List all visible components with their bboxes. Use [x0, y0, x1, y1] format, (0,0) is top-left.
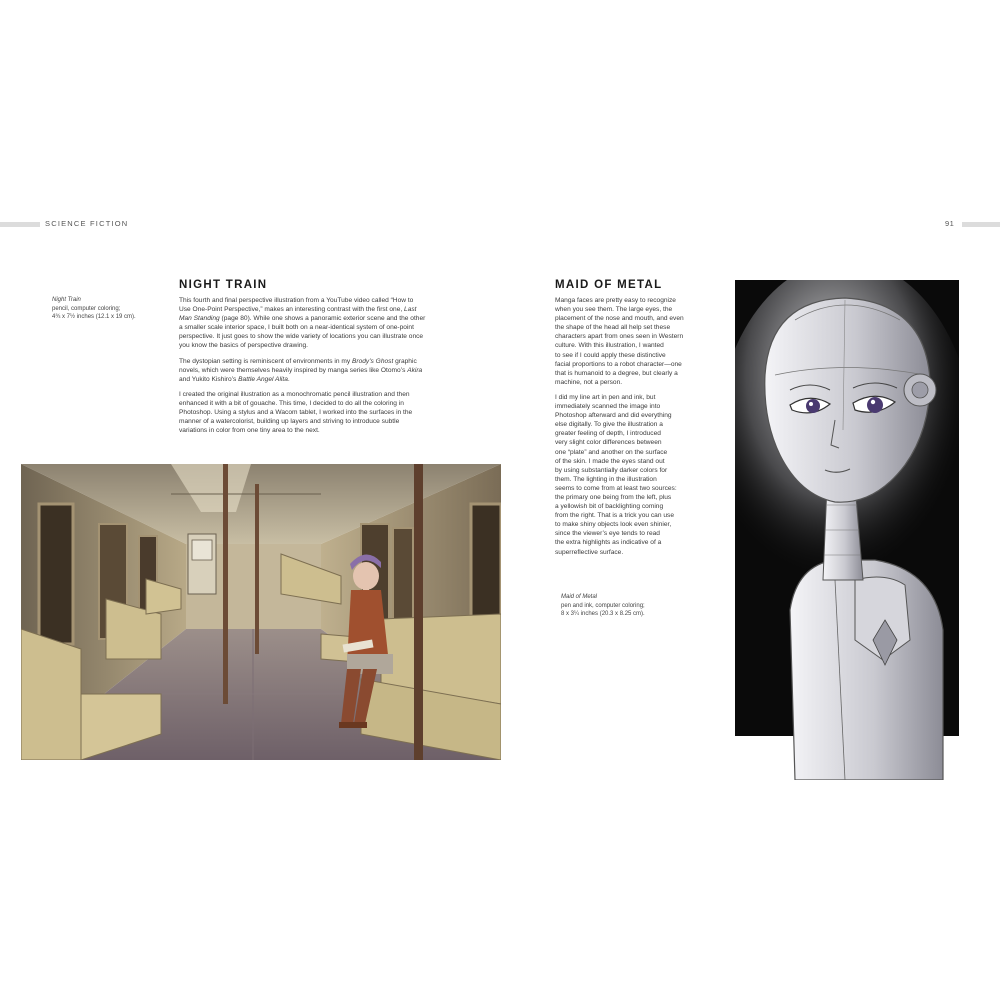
caption-size: 4¾ x 7½ inches (12.1 x 19 cm). [52, 314, 136, 320]
text-line: characters apart from ones seen in Western [555, 333, 684, 341]
text-line: I created the original illustration as a monochromatic pencil illustration and then [179, 390, 410, 398]
text-line: since the viewer’s eye tends to read [555, 530, 660, 538]
caption-medium: pen and ink, computer coloring; [561, 602, 645, 609]
text-line [179, 305, 484, 314]
maid-of-metal-illustration [735, 280, 959, 780]
text-line: Manga faces are pretty easy to recognize [555, 297, 676, 304]
text-run: graphic [393, 357, 417, 365]
text-line: manner of a watercolorist, building up layers and striving to introduce subtle [179, 418, 400, 426]
text-line: to make shiny objects look even shinier, [555, 521, 672, 529]
night-train-paragraph-2 [179, 357, 484, 384]
text-line: machine, not a person. [555, 378, 623, 386]
maid-of-metal-title: MAID OF METAL [555, 279, 663, 291]
maid-of-metal-paragraph-2 [555, 393, 720, 557]
night-train-body [179, 296, 484, 441]
text-line: culture. With this illustration, I wanted [555, 342, 664, 350]
text-run: novels, which were themselves heavily inspired by manga series like Otomo’s [179, 366, 408, 374]
text-line [179, 357, 484, 366]
text-line: of the skin. I made the eyes stand out [555, 457, 665, 465]
italic-title: Battle Angel Alita [238, 375, 288, 383]
maid-of-metal-paragraph-1 [555, 296, 720, 387]
text-line: facial proportions to a robot character—one [555, 360, 682, 368]
night-train-title: NIGHT TRAIN [179, 279, 268, 291]
caption-size: 8 x 3¼ inches (20.3 x 8.25 cm). [561, 611, 645, 617]
text-line: you know the basics of perspective drawing. [179, 342, 309, 350]
caption-title: Night Train [52, 297, 81, 303]
text-line: the shape of the head all help set these [555, 324, 671, 332]
maid-of-metal-body [555, 296, 720, 563]
text-run: Use One-Point Perspective,” makes an interesting contrast with the first one, [179, 306, 405, 314]
italic-title: Akira [407, 366, 423, 374]
text-line: variations in color from one tiny area to the next. [179, 427, 320, 435]
text-run: and Yukito Kishiro’s [179, 375, 239, 383]
text-line: a smaller scale interior space, I built both on a near-identical system of one-point [179, 324, 414, 332]
text-line: enhanced it with a bit of gouache. This time, I decided to do all the coloring in [179, 399, 404, 407]
text-run: . [287, 375, 290, 383]
text-line [179, 366, 484, 375]
italic-title: Brody’s Ghost [351, 357, 394, 365]
text-line: greater feeling of depth, I introduced [555, 430, 661, 438]
subway-car-scene [21, 464, 501, 760]
text-run: (page 80). While one shows a panoramic exterior scene and the other [219, 315, 426, 323]
text-line: one “plate” and another on the surface [555, 448, 668, 456]
text-line: by using substantially darker colors for [555, 466, 668, 474]
italic-title: Last [404, 306, 417, 314]
text-line: that is humanoid to a degree, but clearly a [555, 369, 678, 377]
robot-girl-portrait [735, 280, 959, 780]
text-line: them. The lighting in the illustration [555, 475, 657, 483]
text-line: to see if I could apply these distinctive [555, 351, 666, 359]
text-line: the extra highlights as indicative of a [555, 539, 662, 547]
text-run: The dystopian setting is reminiscent of environments in my [179, 357, 352, 365]
text-line: else digitally. To give the illustration a [555, 421, 663, 429]
text-line: from the right. That is a trick you can use [555, 512, 674, 520]
text-line [179, 314, 484, 323]
text-line: a yellowish bit of backlighting coming [555, 503, 664, 511]
text-line: This fourth and final perspective illustration from a YouTube video called “How to [179, 297, 414, 304]
text-line: immediately scanned the image into [555, 403, 661, 411]
maid-of-metal-caption [561, 593, 645, 619]
night-train-illustration [21, 464, 501, 760]
caption-medium: pencil, computer coloring; [52, 305, 121, 312]
text-line: Photoshop afterward and did everything [555, 412, 672, 420]
italic-title: Man Standing [179, 315, 220, 323]
text-line: when you see them. The large eyes, the [555, 306, 673, 314]
caption-title: Maid of Metal [561, 594, 598, 600]
running-head: SCIENCE FICTION [45, 219, 129, 228]
night-train-caption [52, 296, 136, 322]
header-rule-left [0, 222, 40, 227]
text-line: seems to come from at least two sources: [555, 484, 677, 492]
text-line: superreflective surface. [555, 548, 624, 556]
text-line: perspective. It just goes to show the wide variety of locations you can illustrate once [179, 333, 424, 341]
night-train-paragraph-1 [179, 296, 484, 351]
text-line [179, 375, 484, 384]
text-line: I did my line art in pen and ink, but [555, 393, 656, 401]
text-line: the primary one being from the left, plus [555, 493, 672, 501]
text-line: placement of the nose and mouth, and even [555, 315, 684, 323]
night-train-paragraph-3 [179, 390, 484, 435]
text-line: Photoshop. Using a stylus and a Wacom tablet, I worked into the surfaces in the [179, 409, 413, 417]
text-line: very slight color differences between [555, 439, 662, 447]
header-rule-right [962, 222, 1000, 227]
page-number: 91 [945, 219, 955, 228]
